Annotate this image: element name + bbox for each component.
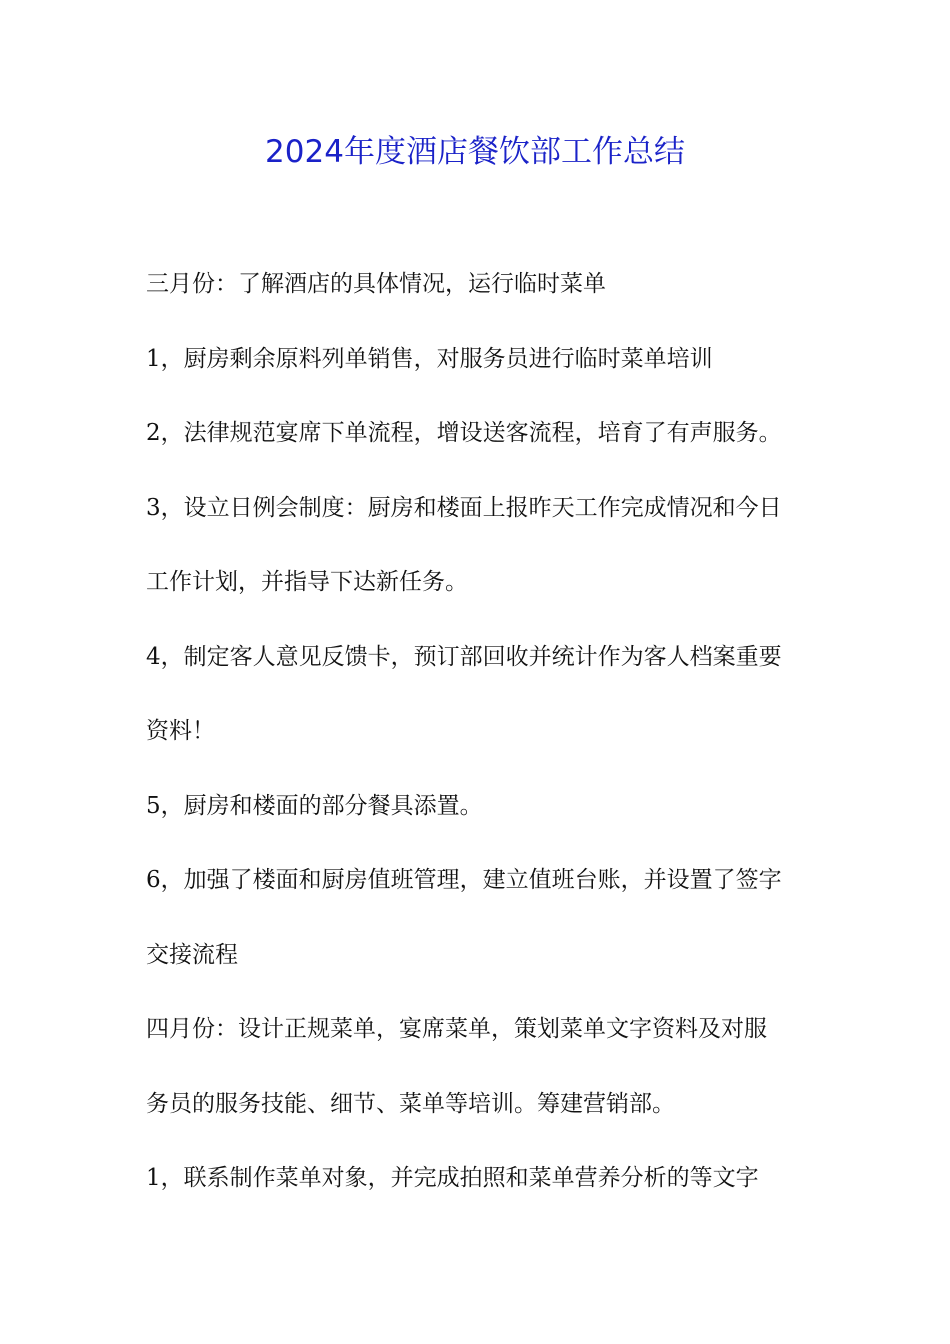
body-line: 务员的服务技能、细节、菜单等培训。筹建营销部。: [146, 1090, 675, 1117]
document-title: 2024年度酒店餐饮部工作总结: [265, 134, 685, 170]
body-line: 三月份：了解酒店的具体情况，运行临时菜单: [146, 271, 606, 297]
document-body: [146, 259, 816, 1228]
body-line: 6，加强了楼面和厨房值班管理，建立值班台账，并设置了签字: [146, 867, 782, 893]
body-line: 资料！: [146, 718, 215, 744]
body-line: 3，设立日例会制度：厨房和楼面上报昨天工作完成情况和今日: [146, 494, 782, 521]
body-line: 4，制定客人意见反馈卡，预订部回收并统计作为客人档案重要: [146, 643, 782, 670]
body-line: 5，厨房和楼面的部分餐具添置。: [146, 792, 483, 819]
body-line: 交接流程: [146, 941, 238, 968]
body-line: 工作计划，并指导下达新任务。: [146, 569, 468, 595]
body-line: 2，法律规范宴席下单流程，增设送客流程，培育了有声服务。: [146, 420, 782, 446]
body-line: 1，联系制作菜单对象，并完成拍照和菜单营养分析的等文字: [146, 1165, 759, 1191]
body-line: 四月份：设计正规菜单，宴席菜单，策划菜单文字资料及对服: [146, 1016, 767, 1042]
body-line: 1，厨房剩余原料列单销售，对服务员进行临时菜单培训: [146, 345, 713, 372]
